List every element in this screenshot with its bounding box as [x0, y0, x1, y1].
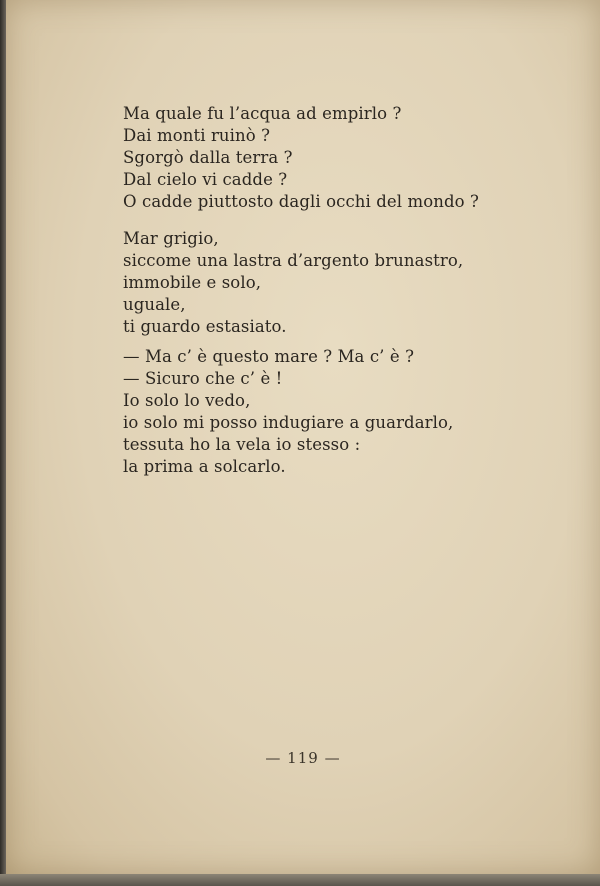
- book-page: [6, 0, 600, 874]
- poem-line: la prima a solcarlo.: [123, 457, 286, 476]
- poem-line: Ma quale fu l’acqua ad empirlo ?: [123, 104, 402, 123]
- stanza-2: [123, 228, 463, 338]
- poem-line: Io solo lo vedo,: [123, 391, 251, 410]
- poem-line: uguale,: [123, 295, 186, 314]
- page-bottom-edge: [0, 874, 600, 886]
- poem-line: Mar grigio,: [123, 229, 219, 248]
- stanza-3: [123, 346, 453, 478]
- poem-line: — Ma c’ è questo mare ? Ma c’ è ?: [123, 347, 415, 366]
- page-number: — 119 —: [265, 749, 341, 767]
- poem-line: tessuta ho la vela io stesso :: [123, 435, 361, 454]
- poem-line: — Sicuro che c’ è !: [123, 369, 283, 388]
- poem-line: Dai monti ruinò ?: [123, 126, 271, 145]
- poem-line: Dal cielo vi cadde ?: [123, 170, 288, 189]
- poem-line: ti guardo estasiato.: [123, 317, 287, 336]
- stanza-1: [123, 103, 479, 213]
- poem-line: immobile e solo,: [123, 273, 262, 292]
- poem-line: siccome una lastra d’argento brunastro,: [123, 251, 464, 270]
- poem-line: io solo mi posso indugiare a guardarlo,: [123, 413, 454, 432]
- poem-line: Sgorgò dalla terra ?: [123, 148, 293, 167]
- poem-line: O cadde piuttosto dagli occhi del mondo ?: [123, 192, 479, 211]
